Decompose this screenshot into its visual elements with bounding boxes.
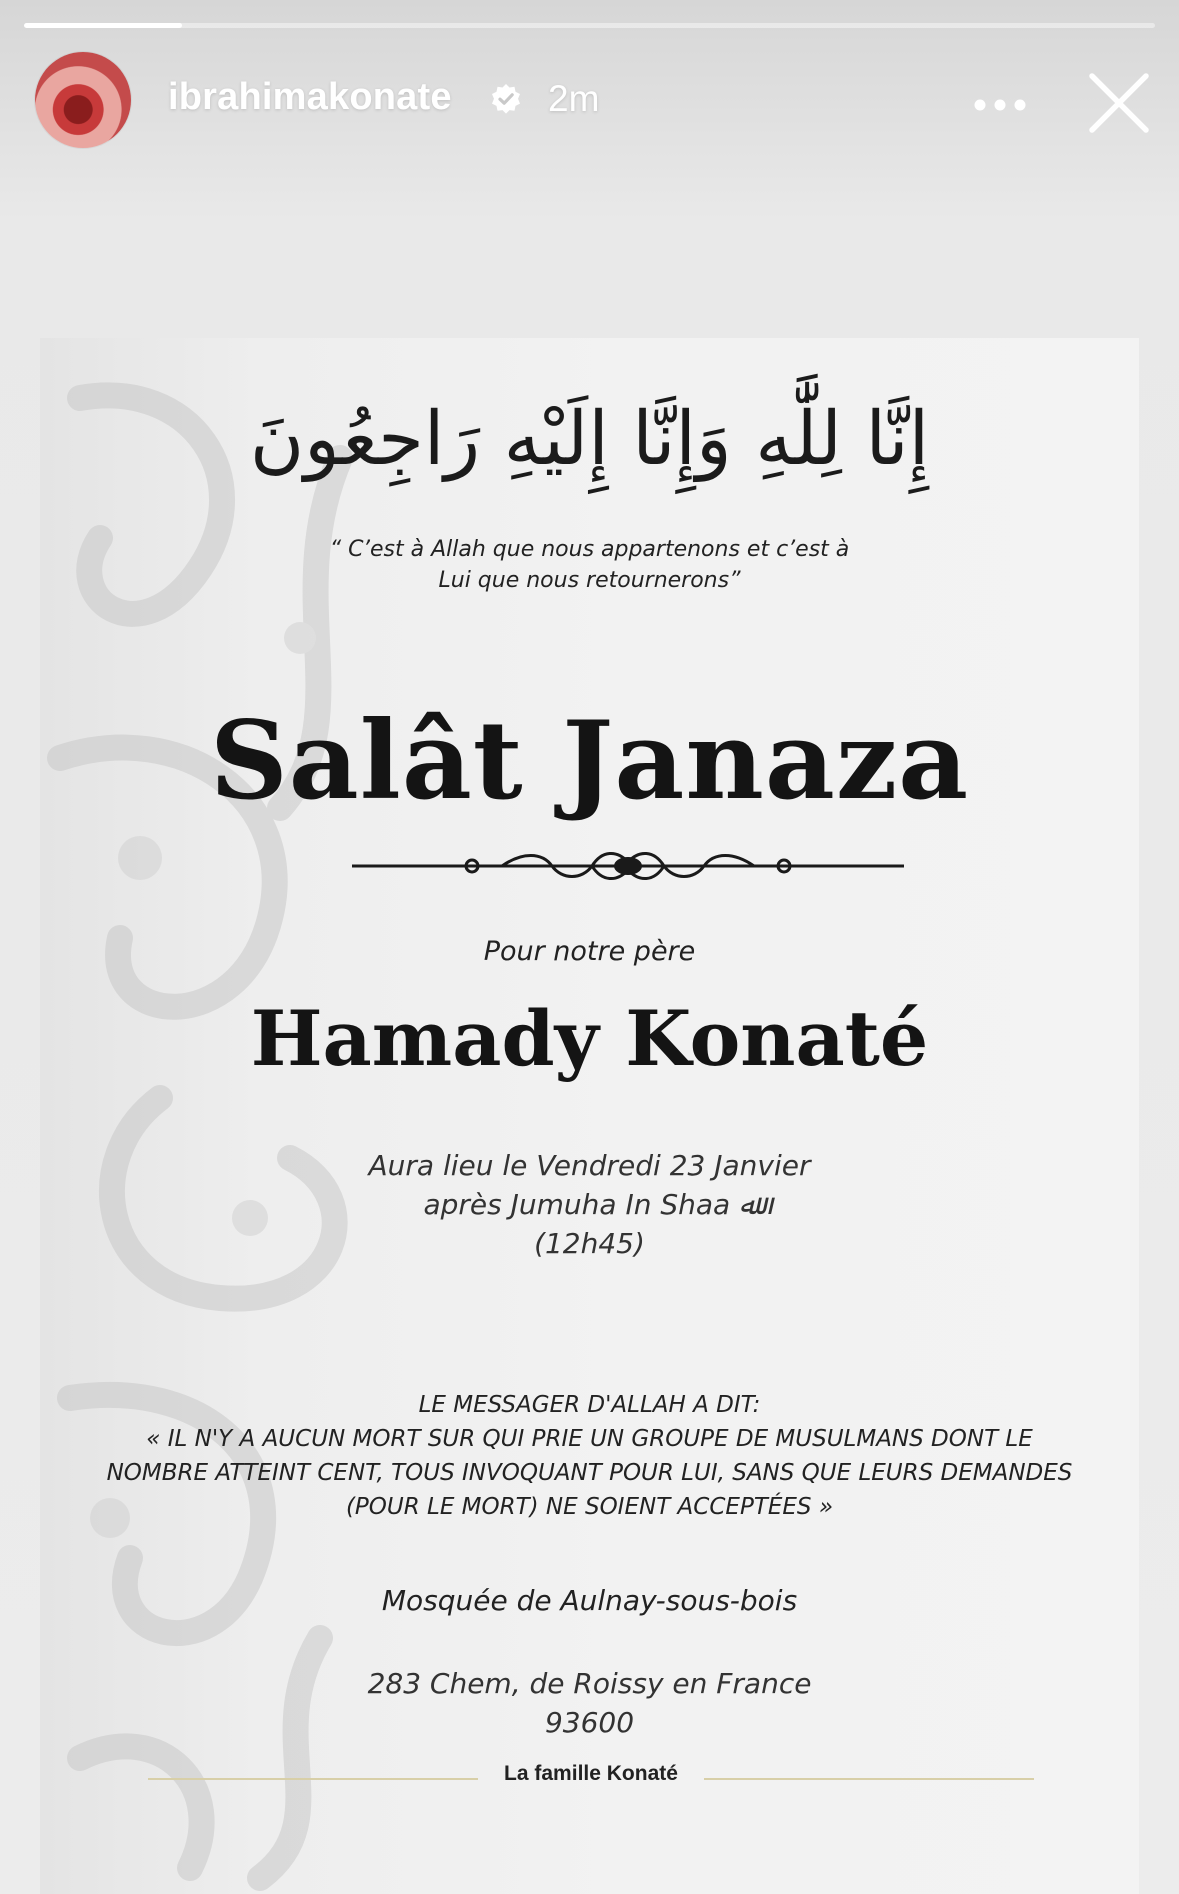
prayer-time: (12h45)	[534, 1227, 645, 1260]
prayer-details-line: après Jumuha In Shaa ﷲ	[423, 1188, 756, 1221]
close-icon[interactable]	[1086, 70, 1152, 136]
more-options-icon[interactable]	[973, 98, 1027, 112]
funeral-announcement-card	[40, 338, 1139, 1894]
story-progress-bar	[24, 23, 1155, 28]
address-line: 283 Chem, de Roissy en France	[367, 1667, 812, 1700]
ornament-divider	[352, 844, 904, 888]
avatar[interactable]	[35, 52, 131, 148]
hadith-line: « IL N'Y A AUCUN MORT SUR QUI PRIE UN GROUPE DE MUSULMANS DONT LE	[146, 1426, 1033, 1452]
mosque-name: Mosquée de Aulnay-sous-bois	[381, 1584, 798, 1617]
prayer-details	[40, 1146, 1139, 1263]
verse-translation	[40, 534, 1139, 596]
postal-code: 93600	[544, 1706, 635, 1739]
page-title: Salât Janaza	[209, 698, 970, 824]
deceased-name: Hamady Konaté	[250, 994, 929, 1083]
verse-translation-line: “ C’est à Allah que nous appartenons et c’est à	[329, 537, 850, 562]
story-timestamp: 2m	[548, 78, 600, 119]
verse-translation-line: Lui que nous retournerons”	[438, 568, 741, 593]
story-header	[0, 50, 1179, 155]
prayer-details-line: Aura lieu le Vendredi 23 Janvier	[368, 1149, 811, 1182]
hadith-quote	[40, 1388, 1139, 1524]
verified-badge-icon	[490, 83, 522, 115]
family-name: La famille Konaté	[504, 1762, 678, 1785]
family-signature	[148, 1762, 1034, 1792]
username[interactable]: ibrahimakonate	[168, 76, 452, 118]
mosque-address	[40, 1664, 1139, 1742]
arabic-verse: إِنَّا لِلَّٰهِ وَإِنَّا إِلَيْهِ رَاجِعُونَ	[249, 396, 930, 482]
hadith-line: (POUR LE MORT) NE SOIENT ACCEPTÉES »	[345, 1494, 834, 1520]
hadith-line: NOMBRE ATTEINT CENT, TOUS INVOQUANT POUR LUI, SANS QUE LEURS DEMANDES	[106, 1460, 1073, 1486]
hadith-line: LE MESSAGER D'ALLAH A DIT:	[418, 1392, 761, 1418]
story-progress-fill	[24, 23, 182, 28]
subtitle: Pour notre père	[483, 936, 696, 967]
